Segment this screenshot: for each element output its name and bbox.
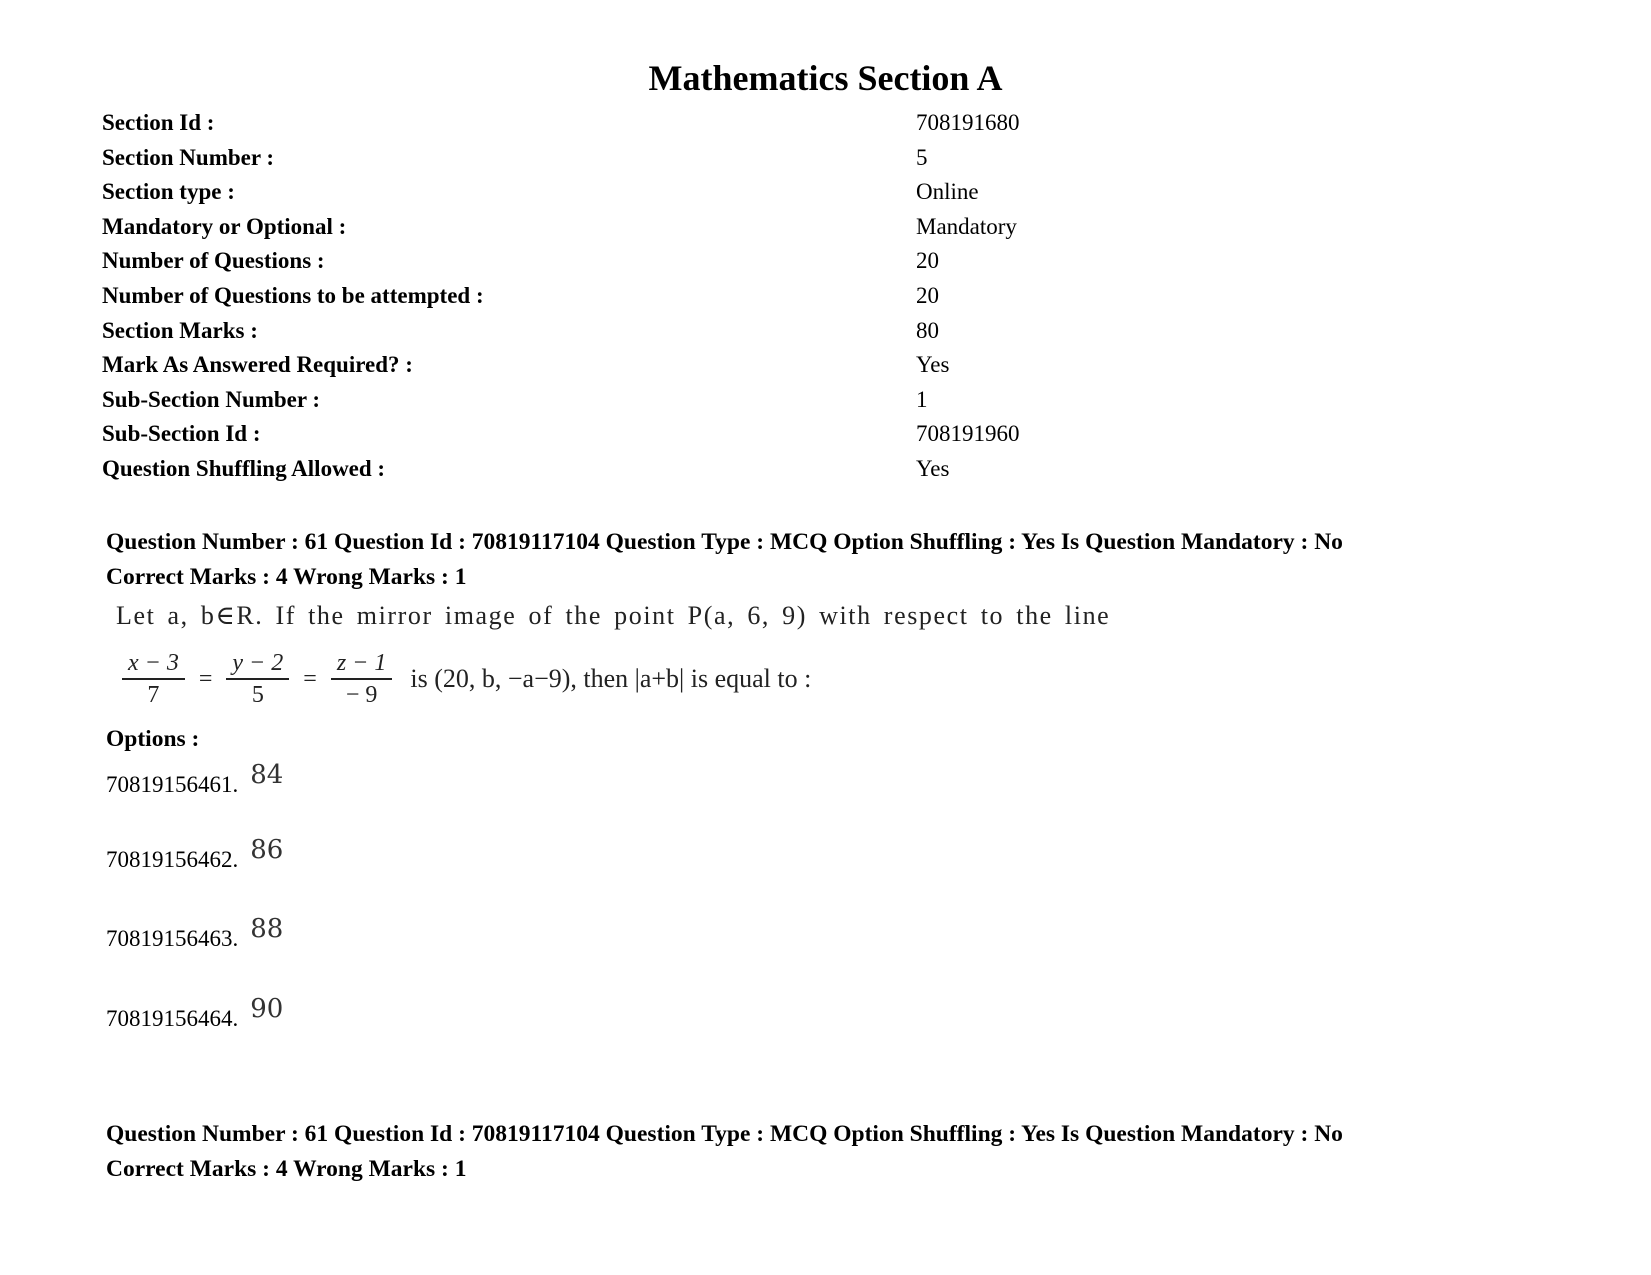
fraction-numerator: y − 2 — [232, 650, 284, 676]
info-label: Section Id : — [102, 110, 215, 135]
info-label: Mandatory or Optional : — [102, 213, 347, 239]
info-value: 708191960 — [916, 421, 1020, 447]
info-label: Sub-Section Number : — [102, 386, 321, 412]
info-value: Mandatory — [916, 213, 1017, 239]
option-item[interactable] — [106, 914, 284, 956]
question-marks: Correct Marks : 4 Wrong Marks : 1 — [106, 564, 467, 590]
info-label: Number of Questions : — [102, 248, 325, 274]
option-id: 70819156461. — [106, 772, 239, 797]
line-equation — [116, 648, 811, 710]
info-label: Sub-Section Id : — [102, 421, 261, 447]
question-2-header — [106, 1117, 1343, 1187]
info-value: 80 — [916, 317, 939, 343]
fraction-numerator: z − 1 — [336, 650, 387, 676]
info-value: 708191680 — [916, 110, 1020, 135]
option-id: 70819156464. — [106, 1006, 239, 1031]
info-label: Number of Questions to be attempted : — [102, 282, 484, 308]
fraction-x — [122, 648, 185, 710]
fraction-y — [226, 648, 289, 710]
info-value: 20 — [916, 282, 939, 308]
fraction-z — [331, 648, 393, 710]
option-id: 70819156462. — [106, 847, 239, 872]
fraction-denominator: 7 — [147, 682, 160, 708]
info-label: Section Number : — [102, 144, 275, 170]
info-label: Mark As Answered Required? : — [102, 352, 413, 378]
question-1-text — [116, 598, 1216, 708]
option-id: 70819156463. — [106, 926, 239, 951]
question-text-line: Let a, b∈R. If the mirror image of the point P(a, 6, 9) with respect to the line — [116, 601, 1111, 630]
option-item[interactable] — [106, 760, 284, 802]
info-label: Section type : — [102, 179, 235, 205]
option-item[interactable] — [106, 994, 284, 1036]
info-value: Yes — [916, 352, 950, 378]
equals-sign: = — [198, 665, 213, 692]
option-value: 88 — [250, 914, 284, 944]
info-value: 1 — [916, 386, 928, 412]
section-title: Mathematics Section A — [648, 58, 1003, 98]
equals-sign: = — [303, 665, 317, 692]
question-marks: Correct Marks : 4 Wrong Marks : 1 — [106, 1156, 467, 1182]
option-value: 90 — [250, 994, 284, 1024]
info-value: Yes — [916, 455, 950, 481]
question-meta: Question Number : 61 Question Id : 70819117104 Question Type : MCQ Option Shuffling : Yes Is Question Mandatory : No — [106, 1121, 1343, 1147]
fraction-numerator: x − 3 — [128, 650, 179, 676]
option-item[interactable] — [106, 835, 284, 877]
fraction-denominator: 5 — [251, 682, 264, 708]
fraction-denominator: − 9 — [345, 682, 378, 708]
info-value: 20 — [916, 248, 939, 274]
question-meta: Question Number : 61 Question Id : 70819117104 Question Type : MCQ Option Shuffling : Yes Is Question Mandatory : No — [106, 529, 1343, 555]
option-value: 86 — [250, 835, 284, 865]
options-label: Options : — [106, 726, 200, 752]
question-text-tail: is (20, b, −a−9), then |a+b| is equal to : — [410, 664, 812, 693]
info-label: Section Marks : — [102, 317, 258, 343]
info-label: Question Shuffling Allowed : — [102, 455, 386, 481]
question-1-header — [106, 525, 1343, 595]
info-value: 5 — [916, 144, 928, 170]
info-value: Online — [916, 179, 979, 205]
option-value: 84 — [250, 760, 284, 790]
